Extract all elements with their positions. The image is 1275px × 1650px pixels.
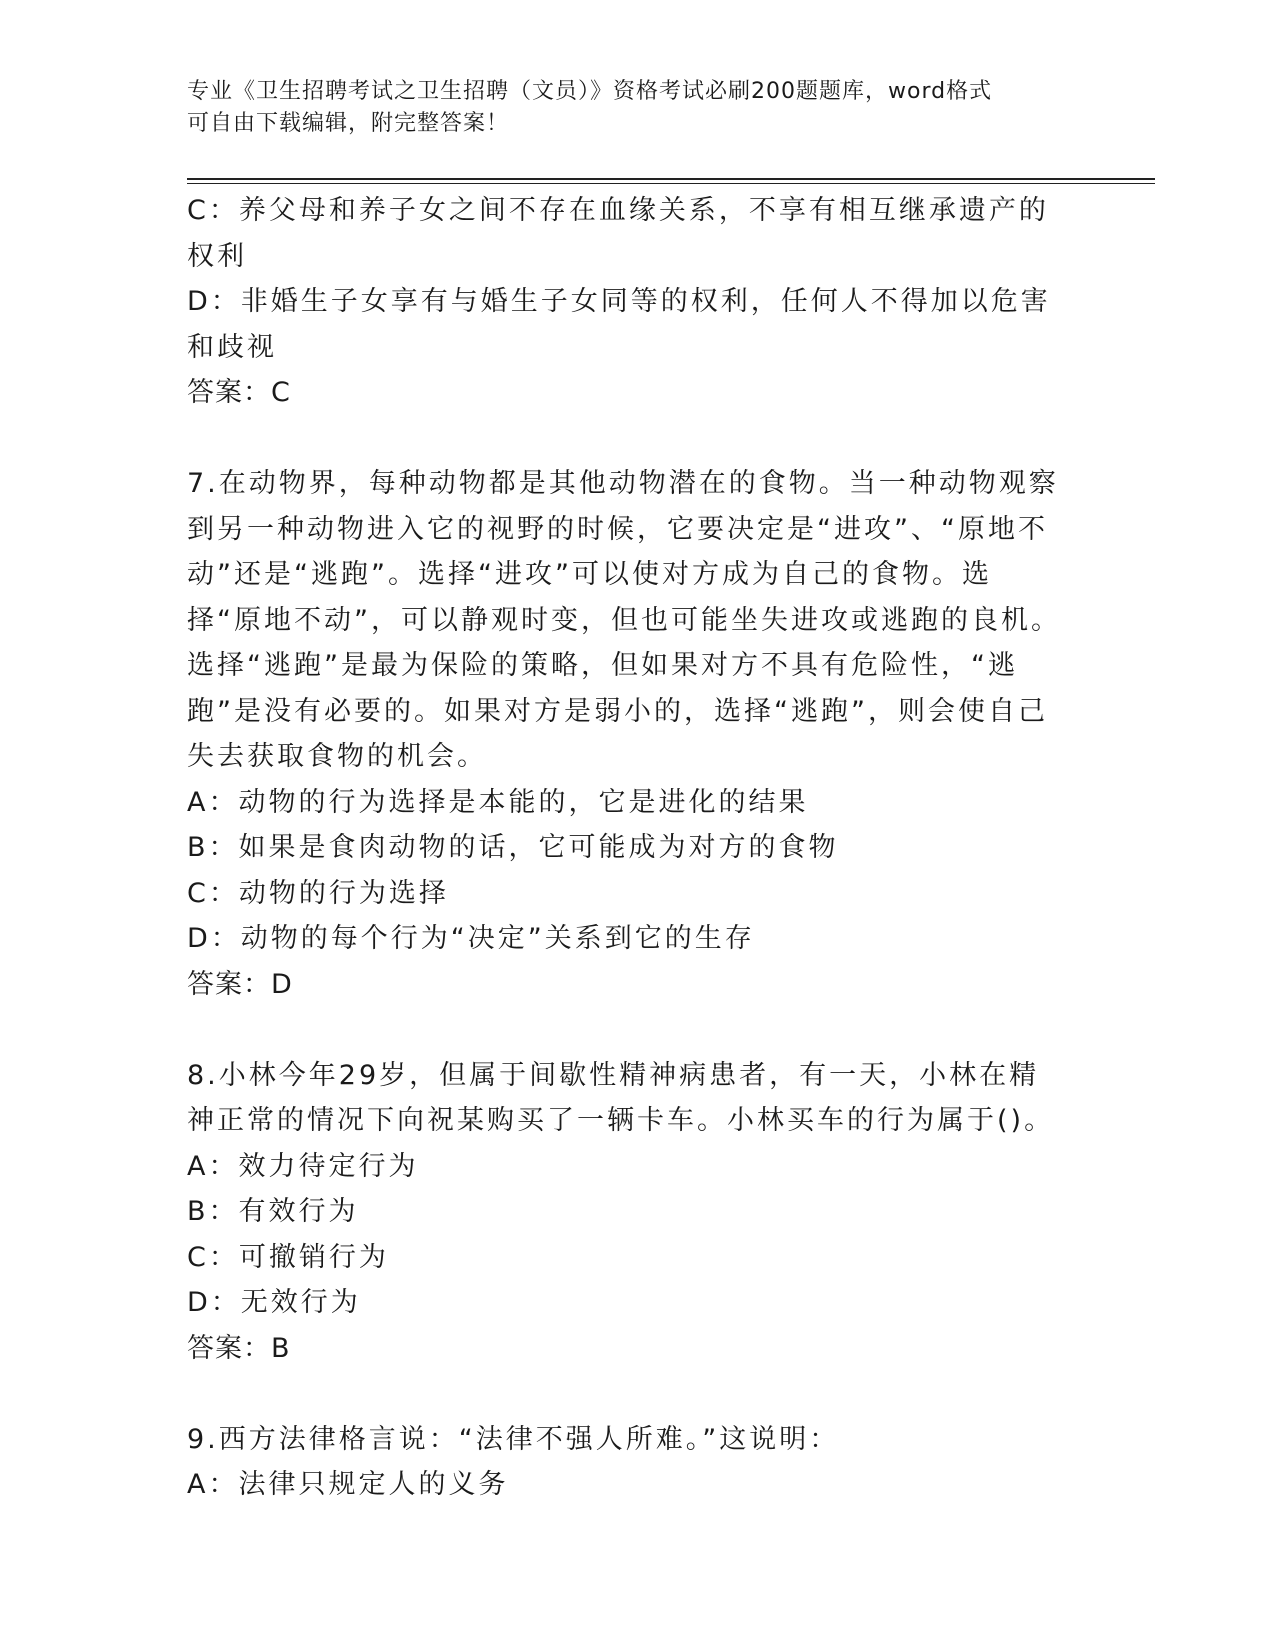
- question-text: 7.在动物界，每种动物都是其他动物潜在的食物。当一种动物观察到另一种动物进入它的视野的时候，它要决定是“进攻”、“原地不动”还是“逃跑”。选择“进攻”可以使对方成为自己的食物。选择“原地不动”，可以静观时变，但也可能坐失进攻或逃跑的良机。选择“逃跑”是最为保险的策略，但如果对方不具有危险性，“逃跑”是没有必要的。如果对方是弱小的，选择“逃跑”，则会使自己失去获取食物的机会。: [187, 468, 1061, 772]
- document-header: [187, 76, 1067, 140]
- option-d: D：非婚生子女享有与婚生子女同等的权利，任何人不得加以危害和歧视: [187, 286, 1051, 363]
- option-b: B：有效行为: [187, 1196, 359, 1227]
- option-d: D：无效行为: [187, 1287, 361, 1318]
- spacer: [187, 1007, 1067, 1053]
- option-c: C：动物的行为选择: [187, 877, 449, 909]
- option-b: B：如果是食肉动物的话，它可能成为对方的食物: [187, 832, 839, 863]
- header-divider-thin: [187, 183, 1155, 184]
- option-a: A：效力待定行为: [187, 1150, 419, 1182]
- option-c: C：养父母和养子女之间不存在血缘关系，不享有相互继承遗产的权利: [187, 195, 1049, 272]
- question-8: [187, 1053, 1067, 1372]
- question-6-tail: [187, 188, 1067, 416]
- option-c: C：可撤销行为: [187, 1241, 389, 1273]
- document-body: [187, 188, 1067, 1508]
- option-a: A：动物的行为选择是本能的，它是进化的结果: [187, 786, 809, 818]
- question-text: 8.小林今年29岁，但属于间歇性精神病患者，有一天，小林在精神正常的情况下向祝某购买了一辆卡车。小林买车的行为属于()。: [187, 1059, 1055, 1136]
- option-d: D：动物的每个行为“决定”关系到它的生存: [187, 923, 755, 954]
- option-a: A：法律只规定人的义务: [187, 1469, 509, 1500]
- question-7: [187, 461, 1067, 1007]
- answer: 答案：C: [187, 377, 291, 408]
- answer: 答案：B: [187, 1332, 291, 1364]
- question-text: 9.西方法律格言说：“法律不强人所难。”这说明：: [187, 1423, 840, 1455]
- header-line-2: 可自由下载编辑，附完整答案！: [187, 111, 510, 136]
- header-line-1: 专业《卫生招聘考试之卫生招聘（文员）》资格考试必刷200题题库，word格式: [187, 79, 993, 104]
- spacer: [187, 416, 1067, 462]
- answer: 答案：D: [187, 968, 293, 1000]
- header-divider-thick: [187, 178, 1155, 180]
- spacer: [187, 1371, 1067, 1417]
- question-9: [187, 1417, 1067, 1508]
